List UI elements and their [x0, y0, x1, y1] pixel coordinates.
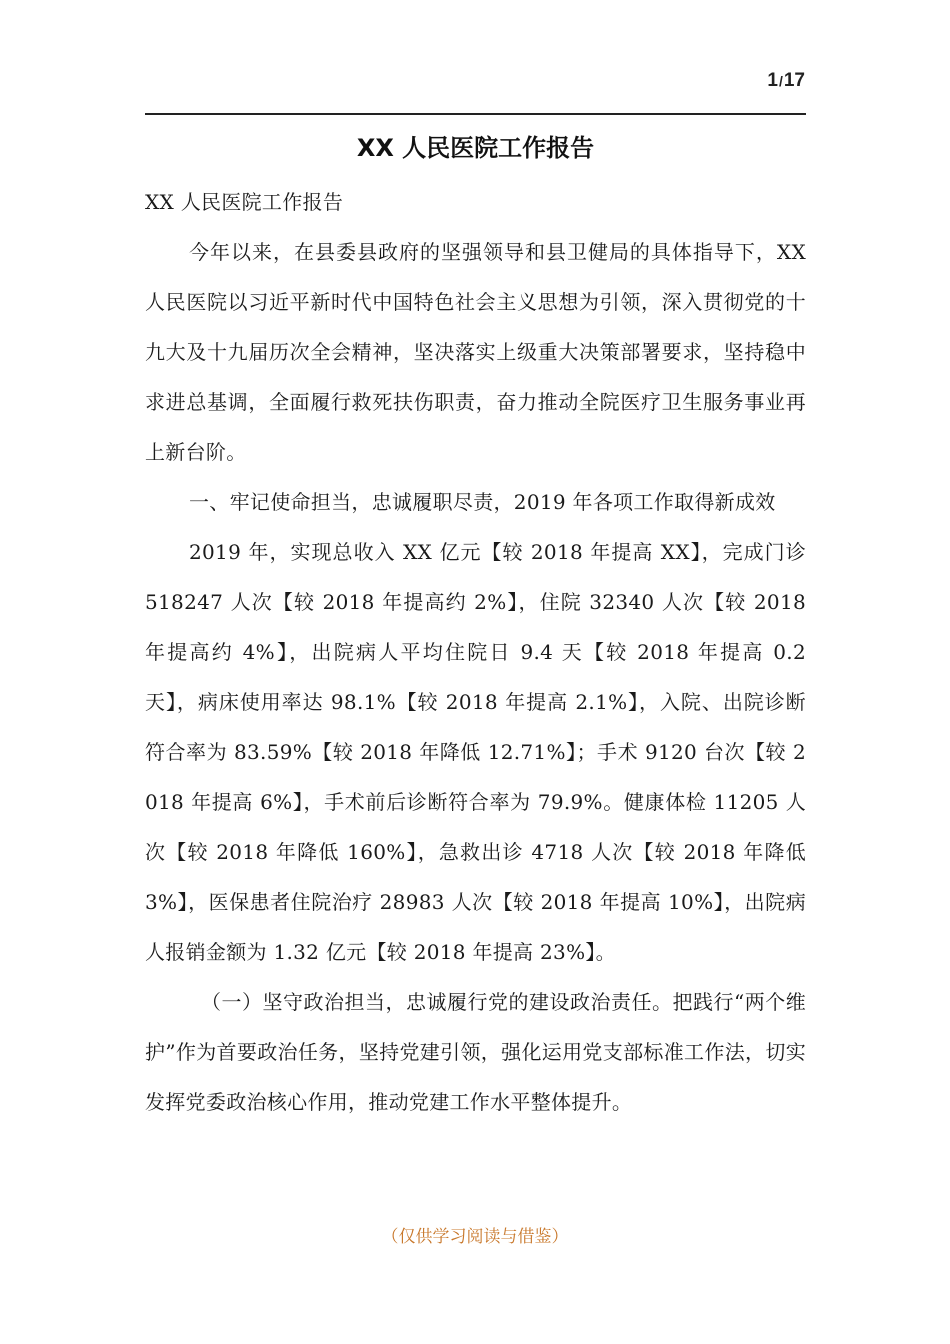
page-current: 1	[767, 70, 778, 91]
header-divider	[145, 113, 806, 115]
statistics-paragraph: 2019 年，实现总收入 XX 亿元【较 2018 年提高 XX】，完成门诊 518247 人次【较 2018 年提高约 2%】，住院 32340 人次【较 2018 年提高约 4%】，出院病人平均住院日 9.4 天【较 2018 年提高 0.2 天】，病床使用率达 98.1%【较 2018 年提高 2.1%】，入院、出院诊断符合率为 83.59%【较 2018 年降低 12.71%】；手术 9120 台次【较 2018 年提高 6%】，手术前后诊断符合率为 79.9%。健康体检 11205 人次【较 2018 年降低 160%】，急救出诊 4718 人次【较 2018 年降低 3%】，医保患者住院治疗 28983 人次【较 2018 年提高 10%】，出院病人报销金额为 1.32 亿元【较 2018 年提高 23%】。	[145, 540, 806, 964]
subtitle-paragraph: XX 人民医院工作报告	[145, 190, 344, 214]
page-number	[767, 70, 805, 92]
document-body	[145, 177, 806, 1127]
page-total: 17	[783, 70, 805, 91]
page-separator: /	[778, 73, 783, 89]
section-heading-paragraph: 一、牢记使命担当，忠诚履职尽责，2019 年各项工作取得新成效	[189, 490, 776, 514]
footer-disclaimer: （仅供学习阅读与借鉴）	[381, 1227, 569, 1247]
intro-paragraph: 今年以来，在县委县政府的坚强领导和县卫健局的具体指导下，XX 人民医院以习近平新时代中国特色社会主义思想为引领，深入贯彻党的十九大及十九届历次全会精神，坚决落实上级重大决策部署要求，坚持稳中求进总基调，全面履行救死扶伤职责，奋力推动全院医疗卫生服务事业再上新台阶。	[145, 240, 806, 464]
document-title: XX 人民医院工作报告	[356, 134, 595, 162]
party-building-paragraph: （一）坚守政治担当，忠诚履行党的建设政治责任。把践行“两个维护”作为首要政治任务，坚持党建引领，强化运用党支部标准工作法，切实发挥党委政治核心作用，推动党建工作水平整体提升。	[145, 990, 806, 1114]
